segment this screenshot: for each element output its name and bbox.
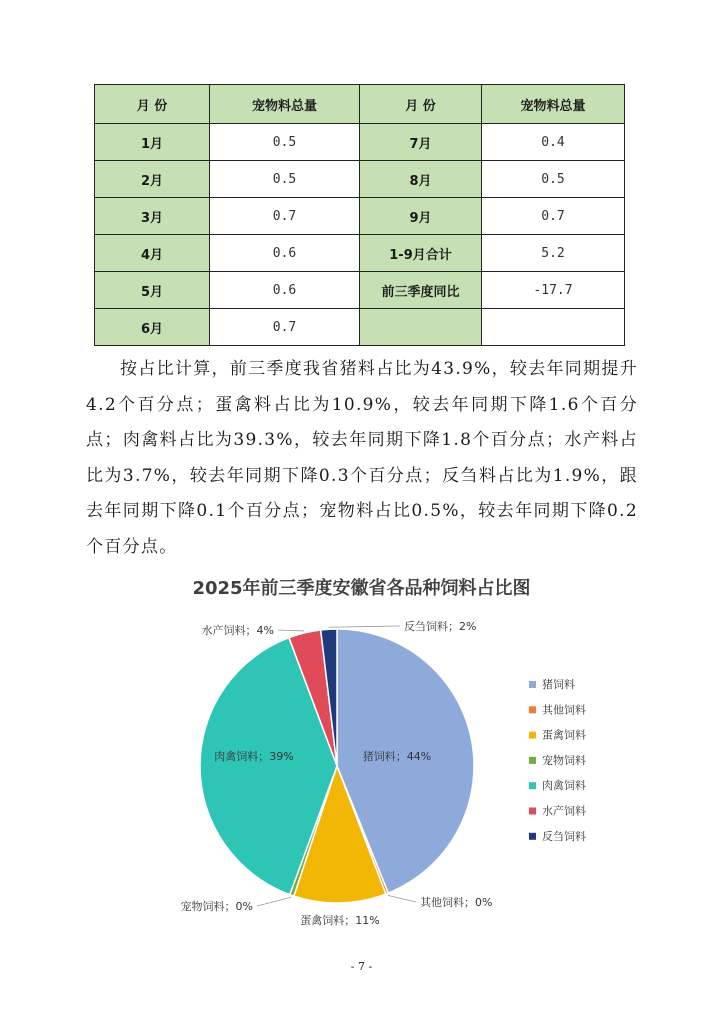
legend-label: 反刍饲料 <box>542 829 586 843</box>
yoy-value-cell: -17.7 <box>482 272 625 309</box>
data-label: 肉禽饲料；39% <box>214 750 294 763</box>
leader-line <box>257 897 291 906</box>
legend-swatch <box>529 681 536 688</box>
value-cell: 0.5 <box>210 124 360 161</box>
table-row <box>95 235 625 272</box>
data-label: 猪饲料；44% <box>362 750 432 763</box>
month-cell: 8月 <box>360 161 482 198</box>
value-cell: 0.6 <box>210 235 360 272</box>
month-cell: 1月 <box>95 124 210 161</box>
leader-line <box>388 895 416 902</box>
legend-label: 猪饲料 <box>542 678 575 691</box>
month-cell: 7月 <box>360 124 482 161</box>
legend-label: 其他饲料 <box>542 703 586 717</box>
table-row <box>95 161 625 198</box>
legend-label: 宠物饲料 <box>542 753 586 767</box>
leader-line <box>278 630 304 631</box>
header-pet-feed-1: 宠物料总量 <box>210 85 360 124</box>
value-cell: 0.7 <box>210 198 360 235</box>
header-pet-feed-2: 宠物料总量 <box>482 85 625 124</box>
data-label: 反刍饲料；2% <box>404 620 477 633</box>
yoy-label-cell: 前三季度同比 <box>360 272 482 309</box>
month-cell: 3月 <box>95 198 210 235</box>
data-label: 其他饲料；0% <box>420 896 493 909</box>
value-cell: 0.7 <box>210 309 360 346</box>
total-label-cell: 1-9月合计 <box>360 235 482 272</box>
header-month-1: 月 份 <box>95 85 210 124</box>
table-row <box>95 272 625 309</box>
pet-feed-table <box>94 84 625 346</box>
month-cell: 6月 <box>95 309 210 346</box>
chart-title: 2025年前三季度安徽省各品种饲料占比图 <box>192 578 531 599</box>
data-label: 宠物饲料；0% <box>180 900 253 913</box>
month-cell: 9月 <box>360 198 482 235</box>
data-label: 蛋禽饲料；11% <box>300 914 380 927</box>
legend-label: 肉禽饲料 <box>542 779 586 793</box>
legend-swatch <box>529 706 536 713</box>
legend-label: 蛋禽饲料 <box>542 728 586 742</box>
value-cell: 0.5 <box>482 161 625 198</box>
page-number: - 7 - <box>350 960 373 973</box>
table-row <box>95 124 625 161</box>
empty-cell <box>360 309 482 346</box>
value-cell: 0.6 <box>210 272 360 309</box>
table-row <box>95 198 625 235</box>
pie-chart <box>0 600 723 945</box>
table-row <box>95 309 625 346</box>
analysis-paragraph: 按占比计算，前三季度我省猪料占比为43.9%，较去年同期提升4.2个百分点；蛋禽料占比为10.9%，较去年同期下降1.6个百分点；肉禽料占比为39.3%，较去年同期下降1.8个百分点；水产料占比为3.7%，较去年同期下降0.3个百分点；反刍料占比为1.9%，跟去年同期下降0.1个百分点；宠物料占比0.5%，较去年同期下降0.2个百分点。 <box>86 359 639 557</box>
month-cell: 2月 <box>95 161 210 198</box>
legend-swatch <box>529 808 536 815</box>
legend-swatch <box>529 782 536 789</box>
data-label: 水产饲料；4% <box>201 624 274 637</box>
value-cell: 0.7 <box>482 198 625 235</box>
month-cell: 5月 <box>95 272 210 309</box>
value-cell: 0.4 <box>482 124 625 161</box>
header-month-2: 月 份 <box>360 85 482 124</box>
value-cell: 0.5 <box>210 161 360 198</box>
legend-swatch <box>529 833 536 840</box>
empty-cell <box>482 309 625 346</box>
month-cell: 4月 <box>95 235 210 272</box>
leader-line <box>329 626 400 627</box>
table-header-row <box>95 85 625 124</box>
legend-swatch <box>529 757 536 764</box>
total-value-cell: 5.2 <box>482 235 625 272</box>
legend-swatch <box>529 732 536 739</box>
legend-label: 水产饲料 <box>542 804 586 818</box>
